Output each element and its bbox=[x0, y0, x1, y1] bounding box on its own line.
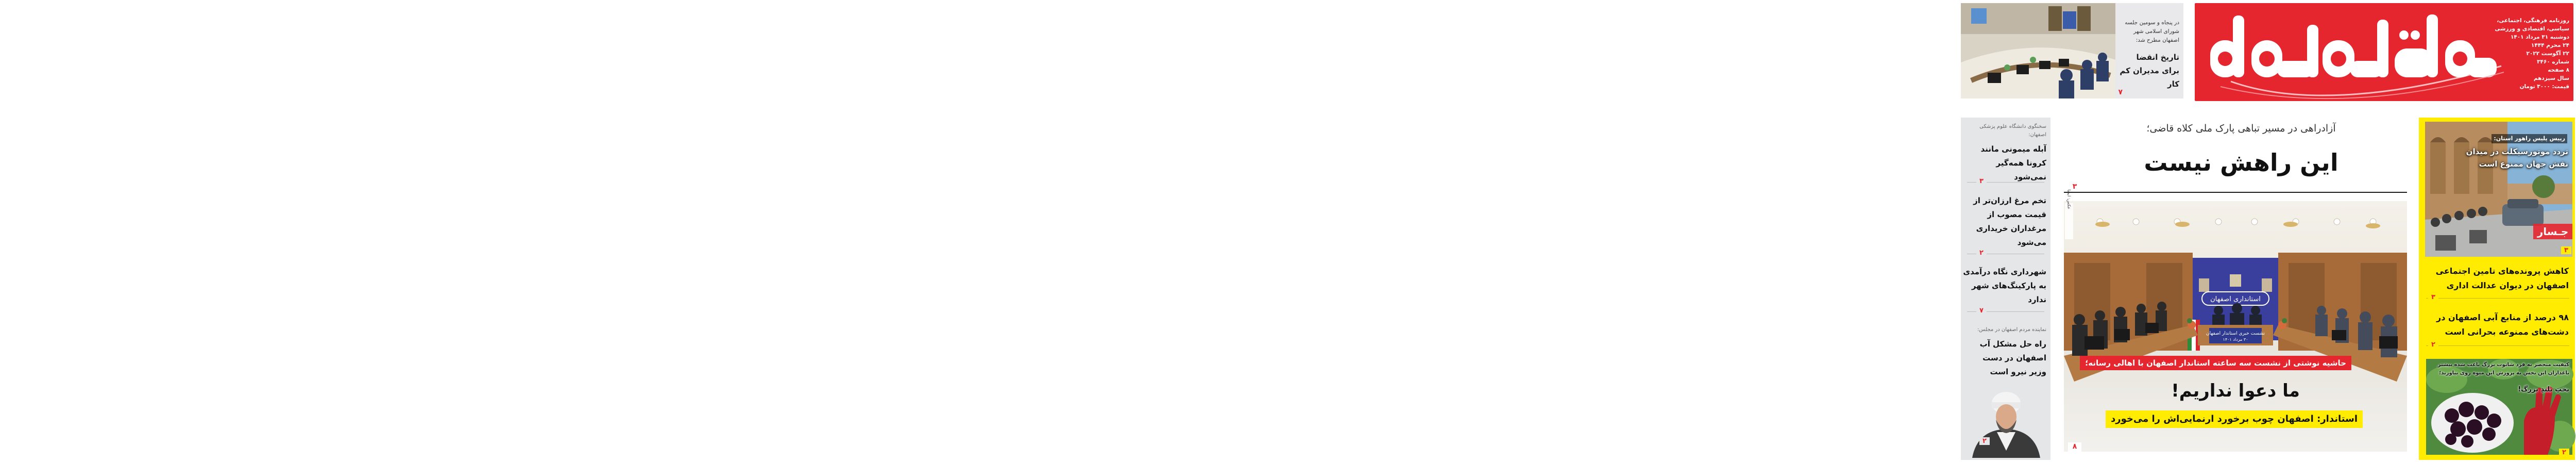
table-sign-text: نشست خبری استاندار اصفهان bbox=[2206, 331, 2265, 336]
page-number: ۳ bbox=[1976, 177, 1987, 185]
left-sidebar bbox=[1961, 118, 2050, 460]
mulberry-harvest-photo[interactable] bbox=[2426, 359, 2572, 455]
publication-info bbox=[2495, 16, 2569, 91]
sidebar-item-title[interactable]: راه حل مشکل آب اصفهان در دست وزیر نیرو است bbox=[1979, 339, 2046, 376]
photo-story-caption: کیفیت منحصر به فرد شاتوت بزرگ باعث شده بیشتر باغداران این بخش به پرورش این میوه روی بیاورند؛ bbox=[2437, 362, 2569, 376]
sidebar-item-kicker: نماینده مردم اصفهان در مجلس: bbox=[1977, 327, 2046, 333]
info-line: شماره ۳۴۶۰ bbox=[2537, 59, 2569, 65]
photo-credit: عکس: ایمنا bbox=[2066, 189, 2072, 209]
photo-story-title[interactable]: تردد موتورسیکلت در میدان نقش جهان ممنوع است bbox=[2466, 147, 2568, 169]
teaser-kicker: در پنجاه و سومین جلسه شورای اسلامی شهر اصفهان مطرح شد: bbox=[2125, 20, 2179, 43]
sidebar-item-title[interactable]: آبله میمونی مانند کرونا همه‌گیر نمی‌شود bbox=[1980, 144, 2046, 182]
lead-strap[interactable]: استاندار: اصفهان چوب برخورد ارنمایی‌اش را می‌خورد bbox=[2106, 410, 2363, 428]
page-number: ۲ bbox=[2559, 449, 2569, 456]
right-item-title[interactable]: کاهش پرونده‌های تامین اجتماعی اصفهان در دیوان عدالت اداری bbox=[2435, 266, 2569, 290]
info-line: دوشنبه ۳۱ مرداد ۱۴۰۱ bbox=[2510, 34, 2569, 40]
newspaper-logo bbox=[2200, 4, 2506, 100]
page-number: ۳ bbox=[2428, 293, 2438, 301]
lead-subhead: حاشیه نوشتی از نشست سه ساعته استاندار اصفهان با اهالی رسانه؛ bbox=[2080, 356, 2351, 370]
teaser-title[interactable]: تاریخ انقضا برای مدیران کم کار bbox=[2120, 53, 2179, 89]
info-line: قیمت: ۳۰۰۰ تومان bbox=[2519, 84, 2569, 90]
info-line: ۲۲ آگوست ۲۰۲۲ bbox=[2526, 51, 2569, 57]
section-badge: جـسار bbox=[2533, 224, 2572, 239]
divider bbox=[2426, 298, 2569, 299]
lead-kicker: آزادراهی در مسیر تباهی پارک ملی کلاه قاضی؛ bbox=[2146, 123, 2336, 134]
photo-story-title[interactable]: بختِ بلندِ بزرگ! bbox=[2518, 386, 2569, 393]
info-line: سیاسی، اقتصادی و ورزشی bbox=[2495, 26, 2569, 32]
page-number: ۲ bbox=[2428, 341, 2438, 349]
info-line: ۲۴ محرم ۱۴۴۴ bbox=[2531, 42, 2569, 48]
lead-quote[interactable]: ما دعوا نداریم! bbox=[2171, 381, 2300, 401]
sidebar-item-title[interactable]: شهرداری نگاه درآمدی به پارکینگ‌های شهر ندارد bbox=[1963, 267, 2046, 304]
sidebar-item-kicker: سخنگوی دانشگاه علوم پزشکی اصفهان: bbox=[1979, 124, 2046, 138]
info-line: روزنامه فرهنگی، اجتماعی، bbox=[2497, 18, 2569, 24]
info-line: سال سیزدهم bbox=[2533, 75, 2569, 81]
page-number: ۷ bbox=[1976, 307, 1987, 315]
info-line: ۸ صفحه bbox=[2548, 67, 2569, 73]
governor-press-conference-photo[interactable] bbox=[2064, 189, 2407, 452]
right-item-title[interactable]: ۹۸ درصد از منابع آبی اصفهان در دشت‌های ممنوعه بحرانی است bbox=[2436, 312, 2569, 337]
page-number: ۲ bbox=[1976, 249, 1987, 257]
council-meeting-photo bbox=[1961, 3, 2115, 98]
masthead bbox=[2195, 3, 2573, 101]
banner-text: استانداری اصفهان bbox=[2210, 295, 2261, 303]
divider bbox=[2064, 192, 2407, 193]
sidebar-item-title[interactable]: تخم مرغ ارزان‌تر از قیمت مصوب از مرغداران خریداری می‌شود bbox=[1973, 196, 2046, 247]
right-column bbox=[2419, 118, 2575, 460]
page-number: ۳ bbox=[2068, 183, 2081, 192]
naqsh-jahan-square-photo[interactable] bbox=[2425, 122, 2572, 257]
page-number: ۸ bbox=[2068, 442, 2081, 453]
lead-headline[interactable]: این راهش نیست bbox=[2144, 148, 2338, 176]
table-sign-date: ۳۰ مرداد ۱۴۰۱ bbox=[2223, 337, 2248, 342]
photo-story-kicker: رییس پلیس راهور استان: bbox=[2492, 134, 2567, 143]
mp-portrait-photo bbox=[1967, 389, 2045, 458]
page-number: ۲ bbox=[1979, 437, 1990, 445]
page-number: ۳ bbox=[2561, 246, 2571, 254]
divider bbox=[2426, 345, 2569, 346]
teaser-council-meeting[interactable] bbox=[1961, 3, 2183, 98]
page-number: ۷ bbox=[2118, 88, 2123, 96]
